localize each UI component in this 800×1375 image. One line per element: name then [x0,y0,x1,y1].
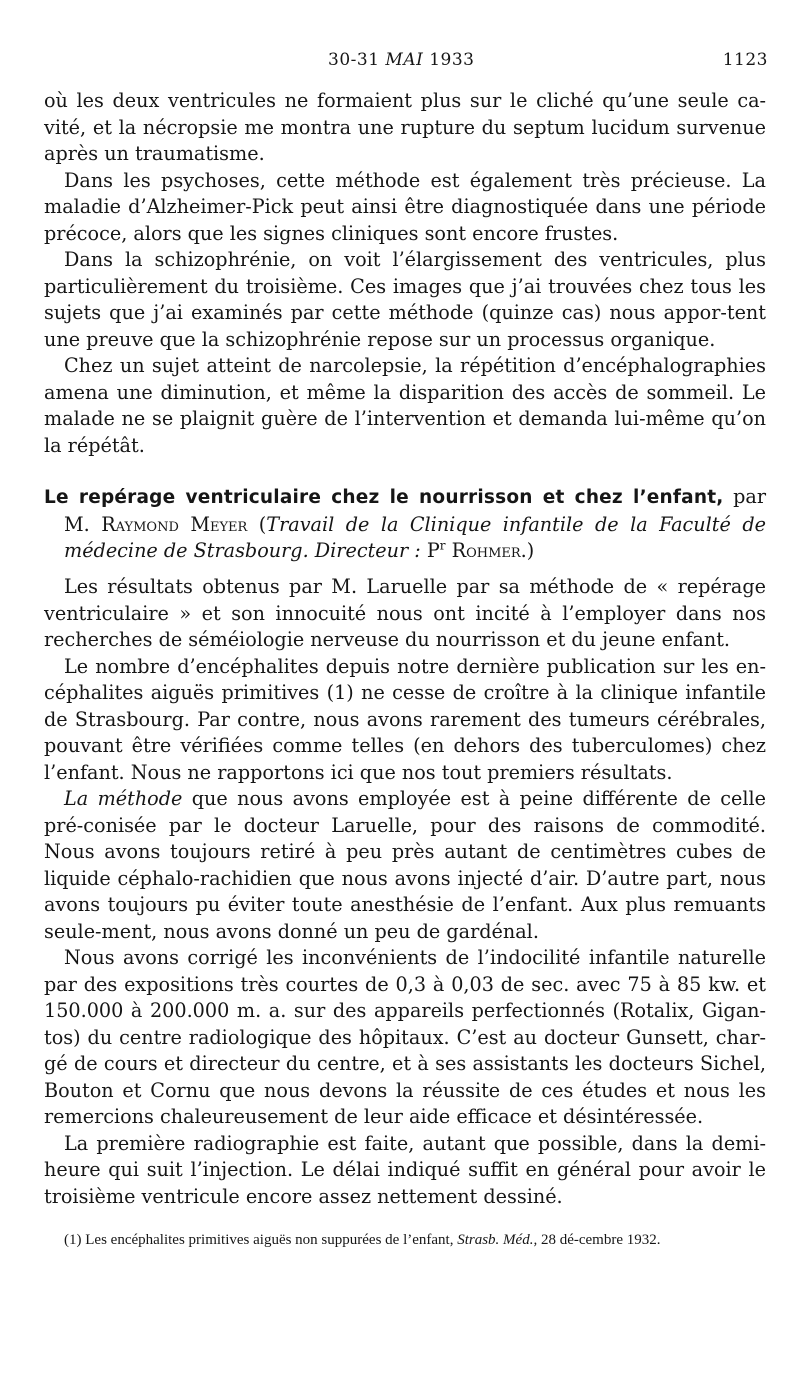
header-date: 30-31 MAI 1933 [328,50,475,70]
paragraph: Les résultats obtenus par M. Laruelle par sa méthode de « repérage ventriculaire » et son innocuité nous ont incité à l’employer dans nos recherches de séméiologie nerveuse du nourrisson et du jeune enfant. [44,575,766,651]
paragraph: Chez un sujet atteint de narcolepsie, la répétition d’encéphalographies amena une diminution, et même la disparition des accès de sommeil. Le malade ne se plaignit guère de l’intervention et demanda lui-même qu’on la répétât. [44,354,766,457]
paragraph: Nous avons corrigé les inconvénients de l’indocilité infantile naturelle par des expositions très courtes de 0,3 à 0,03 de sec. avec 75 à 85 kw. et 150.000 à 200.000 m. a. sur des appareils perfectionnés (Rotalix, Gigan-tos) du centre radiologique des hôpitaux. C’est au docteur Gunsett, char-gé de cours et directeur du centre, et à ses assistants les docteurs Sichel, Bouton et Cornu que nous devons la réussite de ces études et nous les remercions chaleureusement de leur aide efficace et désintéressée. [44,946,766,1128]
paragraph: Dans les psychoses, cette méthode est également très précieuse. La maladie d’Alzheimer-Pick peut ainsi être diagnostiquée dans une période précoce, alors que les signes cliniques sont encore frustes. [44,168,766,245]
page-number: 1123 [722,50,768,70]
paragraph: La première radiographie est faite, autant que possible, dans la demi-heure qui suit l’injection. Le délai indiqué suffit en général pour avoir le troisième ventricule encore assez nettement dessiné. [44,1131,766,1208]
paragraph: Le nombre d’encéphalites depuis notre dernière publication sur les en-céphalites aiguës primitives (1) ne cesse de croître à la clinique infantile de Strasbourg. Par contre, nous avons rarement des tumeurs cérébrales, pouvant être vérifiées comme telles (en dehors des tuberculomes) chez l’enfant. Nous ne rapportons ici que nos tout premiers résultats. [44,654,766,784]
journal-name: Strasb. Méd., [453,1232,538,1248]
section-body [44,574,766,1210]
director-title: $P^r$ [426,538,446,562]
affiliation: Travail de la Clinique infantile de la Faculté de médecine de Strasbourg. Directeur : [64,512,766,562]
method-lead: La méthode [64,787,183,810]
paragraph: Dans la schizophrénie, on voit l’élargissement des ventricules, plus particulièrement du troisième. Ces images que j’ai trouvées chez tous les sujets que j’ai examinés par cette méthode (quinze cas) nous appor-tent une preuve que la schizophrénie repose sur un processus organique. [44,248,766,351]
director-name: Rohmer. [451,539,527,562]
running-header [0,50,800,74]
footnote-marker: (1) [64,1232,82,1248]
by-word: par [733,485,766,508]
paragraph: où les deux ventricules ne formaient plus sur le cliché qu’une seule ca-vité, et la nécropsie me montra une rupture du septum lucidum survenue après un traumatisme. [44,89,766,165]
paragraph: La méthode que nous avons employée est à peine différente de celle pré-conisée par le docteur Laruelle, pour des raisons de commodité. Nous avons toujours retiré à peu près autant de centimètres cubes de liquide céphalo-rachidien que nous avons injecté d’air. D’autre part, nous avons toujours pu éviter toute anesthésie de l’enfant. Aux plus remuants seule-ment, nous avons donné un peu de gardénal. [44,787,766,943]
footnote: (1) Les encéphalites primitives aiguës non suppurées de l’enfant, Strasb. Méd., 28 dé-cembre 1932. [64,1232,661,1248]
section-heading: Le repérage ventriculaire chez le nourrisson et chez l’enfant, par M. Raymond Meyer (Travail de la Clinique infantile de la Faculté de médecine de Strasbourg. Directeur : $P^r$ Rohmer.) [44,485,766,562]
author-prefix: M. [64,512,90,536]
section-title: Le repérage ventriculaire chez le nourrisson et chez l’enfant, [44,487,724,508]
intro-text [44,88,766,459]
author-name: Raymond Meyer [101,512,248,536]
